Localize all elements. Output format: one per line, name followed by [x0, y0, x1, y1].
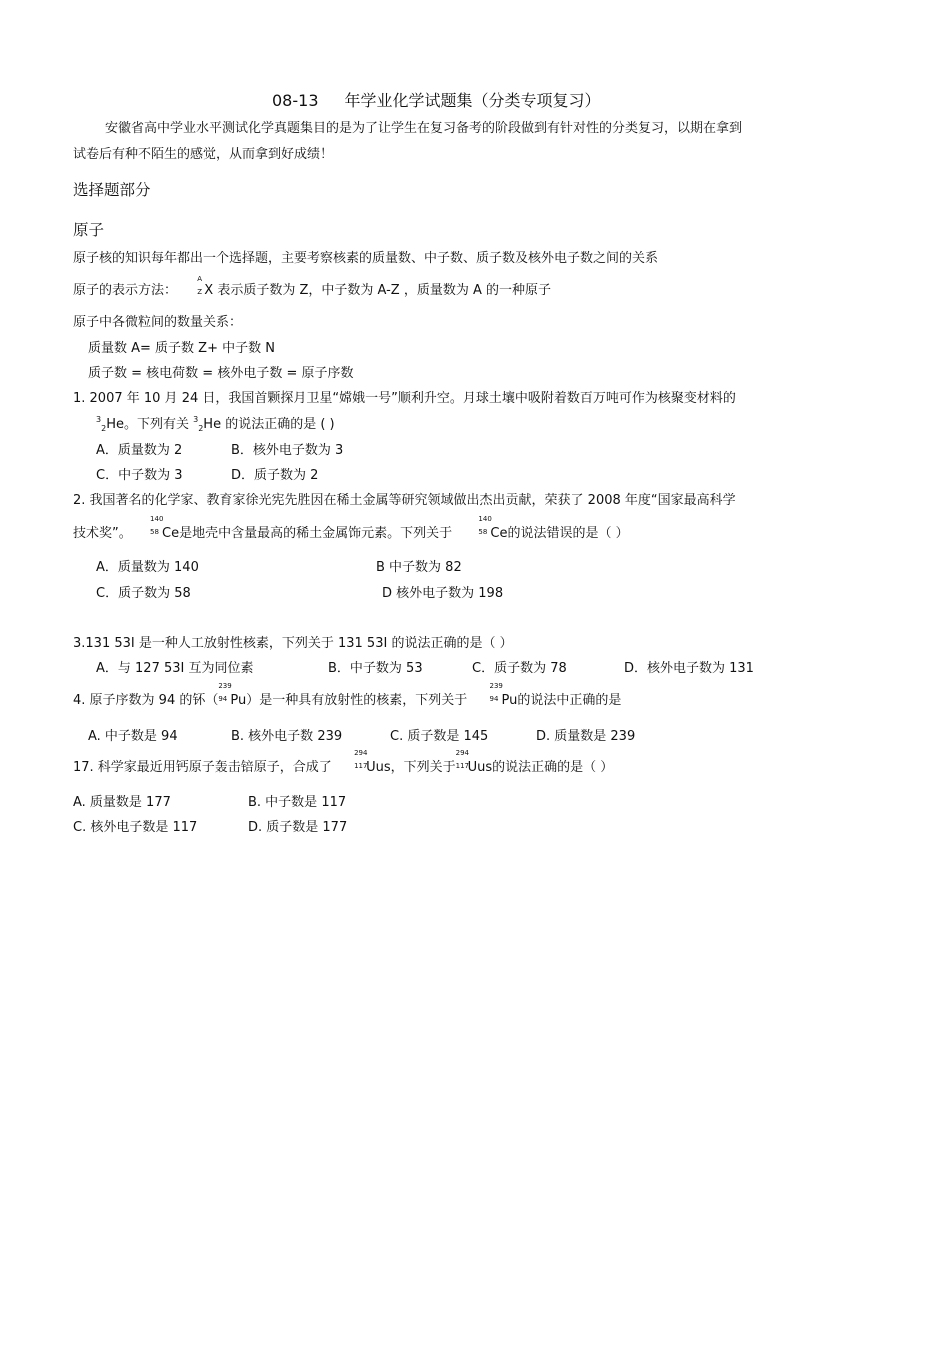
- pu-nuclide: [218, 682, 247, 710]
- q2-stem-pre: 技术奖”。: [73, 526, 132, 541]
- pu-mass: 239: [489, 682, 503, 690]
- q4-option-a: A. 中子数是 94: [88, 729, 178, 744]
- pu-mass: 239: [218, 682, 232, 690]
- nuclide-notation: [197, 275, 214, 300]
- uus-nuclide: [455, 749, 493, 777]
- atom-notation-line: [73, 275, 552, 300]
- he-mass: 3: [193, 415, 199, 424]
- q2-stem-line2: [73, 515, 629, 543]
- ce-mass: 140: [150, 515, 164, 523]
- uus-number: 117: [354, 762, 368, 770]
- he-mass: 3: [96, 415, 102, 424]
- q4-option-b: B. 核外电子数 239: [231, 729, 343, 744]
- intro-line-2: 试卷后有种不陌生的感觉，从而拿到好成绩！: [73, 147, 334, 162]
- ce-mass: 140: [478, 515, 492, 523]
- ce-symbol: Ce: [490, 526, 508, 541]
- ce-symbol: Ce: [162, 526, 180, 541]
- pu-symbol: Pu: [501, 693, 518, 708]
- q17-stem-end: 的说法正确的是（ ）: [492, 760, 614, 775]
- q17-option-a: A. 质量数是 177: [73, 795, 171, 810]
- uus-mass: 294: [354, 749, 368, 757]
- q1-option-b: B．核外电子数为 3: [231, 443, 344, 458]
- q1-option-c: C．中子数为 3: [96, 468, 183, 483]
- he-symbol: He: [106, 417, 124, 432]
- q2-option-a: A．质量数为 140: [96, 560, 199, 575]
- pu-symbol: Pu: [230, 693, 247, 708]
- he-number: 2: [198, 424, 204, 433]
- pu-number: 94: [218, 695, 228, 703]
- q17-option-c: C. 核外电子数是 117: [73, 820, 198, 835]
- q2-option-b: B 中子数为 82: [376, 560, 462, 575]
- relation-proton-number: 质子数 = 核电荷数 = 核外电子数 = 原子序数: [88, 366, 354, 381]
- ce-nuclide: [150, 515, 180, 543]
- atom-notation-suffix: 表示质子数为 Z，中子数为 A-Z ，质量数为 A 的一种原子: [213, 283, 552, 298]
- q17-option-b: B. 中子数是 117: [248, 795, 347, 810]
- ce-number: 58: [150, 528, 159, 536]
- q4-stem-mid: ）是一种具有放射性的核素，下列关于: [246, 693, 468, 708]
- q3-stem: 3.131 53I 是一种人工放射性核素，下列关于 131 53I 的说法正确的是（ ）: [73, 636, 513, 651]
- q2-stem-line1: 2. 我国著名的化学家、教育家徐光宪先胜因在稀土金属等研究领域做出杰出贡献，荣获了 2008 年度“国家最高科学: [73, 493, 736, 508]
- ce-number: 58: [478, 528, 488, 536]
- atom-notation-prefix: 原子的表示方法：: [73, 283, 178, 298]
- atom-description: 原子核的知识每年都出一个选择题，主要考察核素的质量数、中子数、质子数及核外电子数之间的关系: [73, 251, 659, 266]
- section-heading-atom: 原子: [73, 221, 105, 239]
- q3-option-b: B．中子数为 53: [328, 661, 423, 676]
- q17-stem-pre: 17. 科学家最近用钙原子轰击锫原子，合成了: [73, 760, 332, 775]
- q2-stem-end: 的说法错误的是（ ）: [507, 526, 629, 541]
- q3-option-d: D．核外电子数为 131: [624, 661, 754, 676]
- nuclide-mass: A: [197, 275, 203, 283]
- uus-mass: 294: [455, 749, 470, 757]
- q4-option-c: C. 质子数是 145: [390, 729, 489, 744]
- ce-nuclide: [478, 515, 508, 543]
- nuclide-number: Z: [197, 288, 203, 296]
- uus-symbol: Uus: [467, 760, 493, 775]
- q3-option-c: C．质子数为 78: [472, 661, 567, 676]
- q17-stem: [73, 749, 614, 777]
- uus-number: 117: [455, 762, 470, 770]
- q1-stem-end: 的说法正确的是 ( ): [221, 417, 335, 432]
- he-symbol: He: [203, 417, 222, 432]
- q4-stem: [73, 682, 622, 710]
- pu-nuclide: [489, 682, 518, 710]
- title-text: 年学业化学试题集（分类专项复习）: [344, 91, 601, 110]
- intro-line-1: 安徽省高中学业水平测试化学真题集目的是为了让学生在复习备考的阶段做到有针对性的分类复习，以期在拿到: [105, 121, 743, 136]
- q2-stem-mid: 是地壳中含量最高的稀土金属饰元素。下列关于: [179, 526, 453, 541]
- relation-heading: 原子中各微粒间的数量关系：: [73, 315, 243, 330]
- uus-nuclide: [354, 749, 391, 777]
- section-heading-choice: 选择题部分: [73, 181, 151, 199]
- q4-stem-pre: 4. 原子序数为 94 的钚（: [73, 693, 219, 708]
- he-number: 2: [101, 424, 107, 433]
- nuclide-symbol: X: [204, 283, 214, 298]
- q2-option-d: D 核外电子数为 198: [382, 586, 504, 601]
- q2-option-c: C．质子数为 58: [96, 586, 191, 601]
- q4-stem-end: 的说法中正确的是: [517, 693, 622, 708]
- q17-option-d: D. 质子数是 177: [248, 820, 348, 835]
- uus-symbol: Uus: [366, 760, 391, 775]
- title-year: 08-13: [272, 91, 319, 110]
- q3-option-a: A．与 127 53I 互为同位素: [96, 661, 254, 676]
- relation-mass-number: 质量数 A= 质子数 Z+ 中子数 N: [88, 341, 275, 356]
- page-title: [272, 88, 601, 111]
- q1-option-a: A．质量数为 2: [96, 443, 183, 458]
- q1-stem-line2: [96, 416, 335, 435]
- q1-stem-line1: 1. 2007 年 10 月 24 日，我国首颗探月卫星“嫦娥一号”顺利升空。月球土壤中吸附着数百万吨可作为核聚变材料的: [73, 391, 736, 406]
- q17-stem-mid: ，下列关于: [390, 760, 456, 775]
- q1-stem-mid: 。下列有关: [123, 417, 194, 432]
- pu-number: 94: [489, 695, 499, 703]
- q1-option-d: D．质子数为 2: [231, 468, 319, 483]
- q4-option-d: D. 质量数是 239: [536, 729, 636, 744]
